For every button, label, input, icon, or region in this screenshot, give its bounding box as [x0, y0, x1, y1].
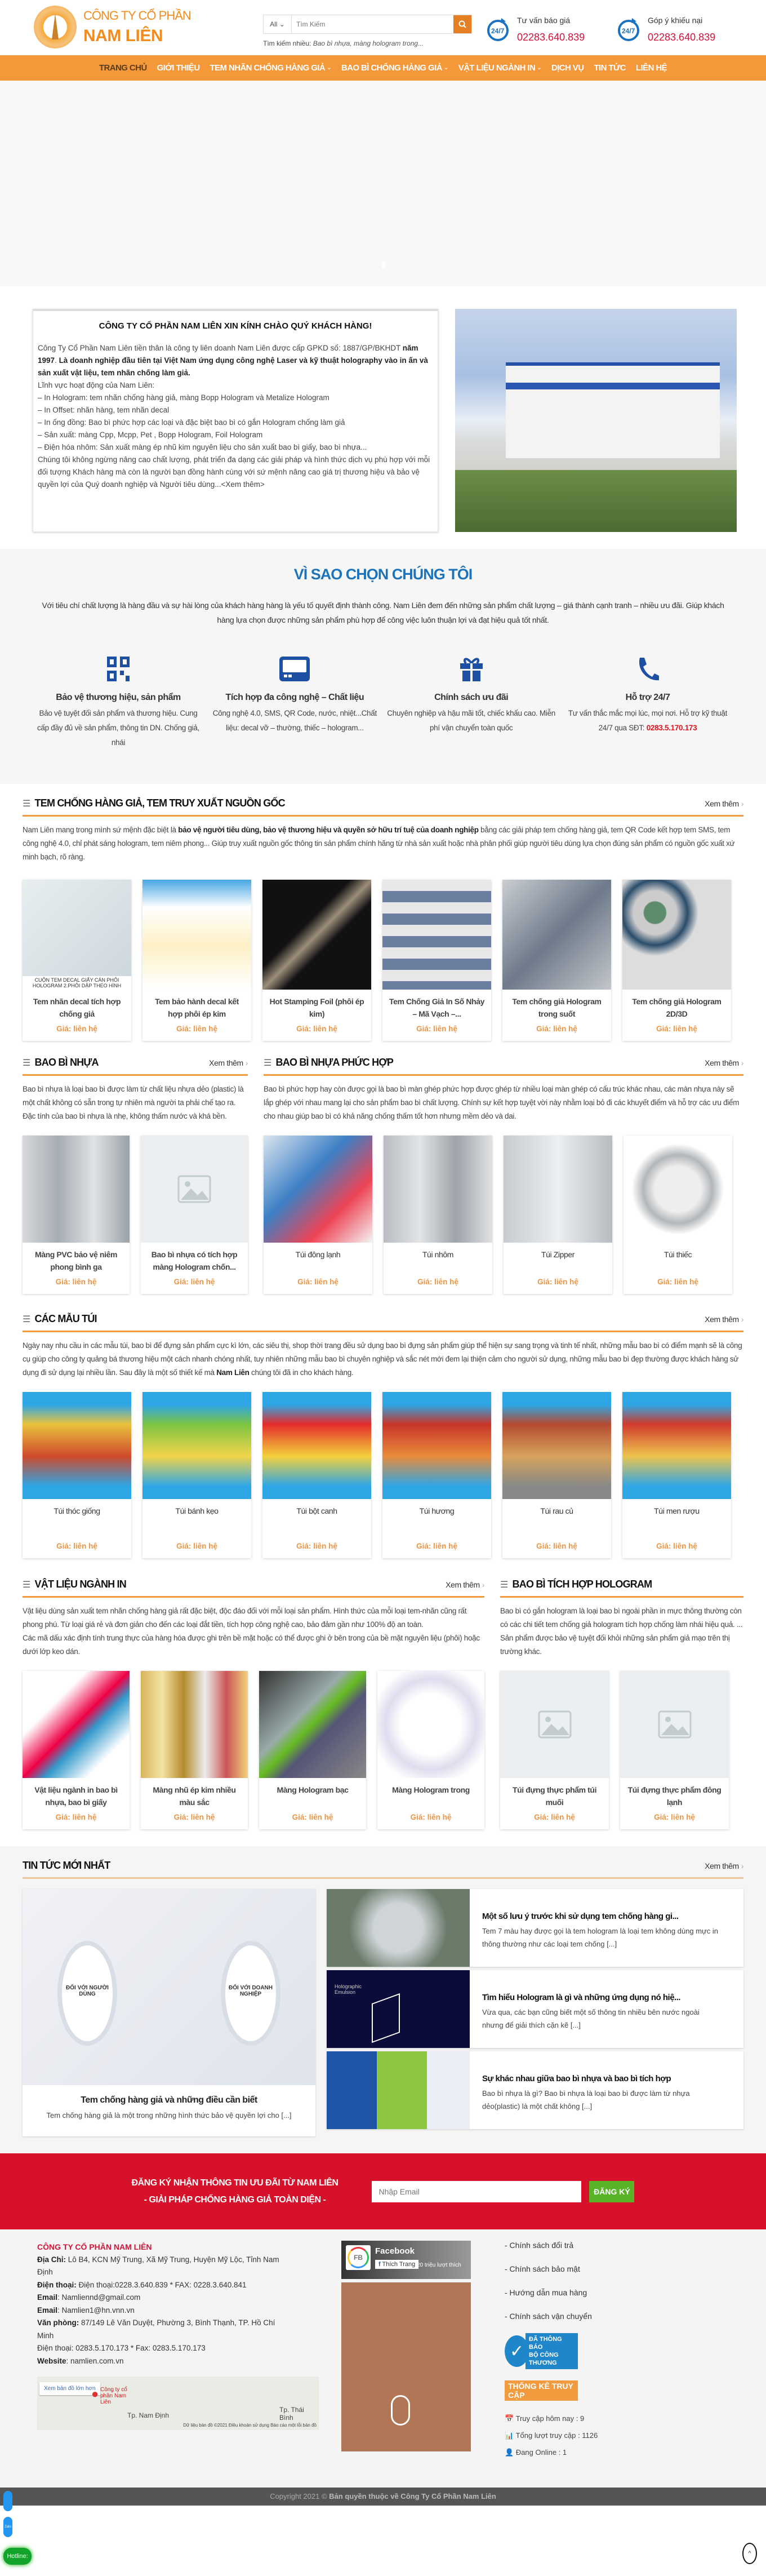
facebook-page-logo: FB	[346, 2245, 371, 2270]
nav-about[interactable]: GIỚI THIỆU	[157, 63, 200, 73]
product-card[interactable]: Túi nhôm Giá: liên hệ	[384, 1136, 492, 1294]
intro-field: – Sản xuất: màng Cpp, Mcpp, Pet , Bopp Hologram, Foil Hologram	[38, 431, 263, 439]
user-icon: 👤	[505, 2448, 514, 2457]
support-247-icon	[616, 16, 641, 44]
nav-news[interactable]: TIN TỨC	[594, 63, 626, 73]
product-card[interactable]: Túi đông lạnh Giá: liên hệ	[264, 1136, 372, 1294]
scroll-to-top-button[interactable]: ^	[742, 2543, 757, 2564]
menu-icon: ☰	[23, 1058, 30, 1068]
product-card[interactable]: Màng Hologram bạc Giá: liên hệ	[259, 1671, 366, 1829]
intro-section	[23, 286, 743, 532]
logo[interactable]	[34, 6, 191, 48]
intro-field: – In Offset: nhãn hàng, tem nhãn decal	[38, 406, 170, 414]
support-247-icon	[486, 16, 510, 44]
product-card[interactable]: Tem bảo hành decal kết hợp phôi ép kim Giá: liên hệ	[142, 880, 251, 1041]
nav-home[interactable]: TRANG CHỦ	[99, 63, 147, 73]
subscribe-button[interactable]: ĐĂNG KÝ	[589, 2181, 634, 2202]
hotline-float-button[interactable]: Hotline:	[3, 2548, 32, 2565]
nav-printing-materials[interactable]: VẬT LIỆU NGÀNH IN ⌄	[458, 63, 541, 73]
latest-news-section: TIN TỨC MỚI NHẤT Xem thêm › ĐỐI VỚI NGƯỜI DÙNG ĐỐI VỚI DOANH NGHIỆP Tem chống hàng giả và những điều cần biết Tem chống hàng giả là một trong những hình thức bảo vệ quyền lợi cho [...] Một số lưu ý trước khi sử dụng tem chống hàng gi... Tem 7 màu hay được gọi là tem hologram là loại tem không dùng mực in thông thường như các loại tem chống [...] Holographic Emulsion Tìm hiểu Hologram là gì và những ứng dụng nó hiệ... Vừa qua, các bạn cũng biết một số thông tin nhiều bên nước ngoài nhưng để giải thích cặn kẽ [...] Sự khác nhau giữa bao bì nhựa và bao bì tích hợp Bao bì nhựa là gì? Bao bì nhựa là loại bao bì được làm từ nhựa dẻo(plastic) là một chất không [...]	[0, 1846, 766, 2153]
gift-icon	[459, 657, 484, 681]
email-link[interactable]: : Namliennd@gmail.com	[57, 2293, 141, 2302]
section-description: Nam Liên mang trong mình sứ mệnh đặc biệt là bảo vệ người tiêu dùng, bảo vệ thương hiệu và quyền sở hữu trí tuệ của doanh nghiệp bằng các giải pháp tem chống hàng giả, tem QR Code kết hợp tem SMS, tem công nghệ 4.0, chỉ phát sáng hologram, tem niêm phong... Giúp truy xuất nguồn gốc thông tin sản phẩm chính hãng từ nhà sản xuất hoặc nhà phân phối giúp người tiêu dùng lựa chọn đúng sản phẩm có nguồn gốc xuất xứ minh bạch, rõ ràng.	[23, 826, 735, 861]
image-placeholder-icon	[177, 1175, 211, 1203]
hotline-quote[interactable]: 24/7 Tư vấn báo giá 02283.640.839	[486, 16, 585, 44]
product-card[interactable]: Túi bánh kẹo Giá: liên hệ	[142, 1392, 251, 1558]
nav-services[interactable]: DỊCH VỤ	[551, 63, 584, 73]
main-nav	[0, 55, 766, 81]
product-card[interactable]: Túi rau củ Giá: liên hệ	[502, 1392, 611, 1558]
feature-support: Hỗ trợ 24/7 Tư vấn thắc mắc mọi lúc, mọi nơi. Hỗ trợ kỹ thuật 24/7 qua SĐT: 0283.5.170.173	[563, 655, 732, 750]
image-placeholder-icon	[538, 1710, 572, 1739]
stats-title: THỐNG KÊ TRUY CẬP	[505, 2380, 578, 2401]
slider-dot[interactable]	[382, 261, 385, 269]
image-placeholder-icon	[658, 1710, 692, 1739]
product-card[interactable]: Hot Stamping Foil (phôi ép kim) Giá: liên hệ	[262, 880, 371, 1041]
view-more-link[interactable]: Xem thêm ›	[446, 1580, 484, 1589]
hotline-float-number[interactable]: 02283.640.839	[5, 2568, 46, 2575]
logo-line1: CÔNG TY CỔ PHẦN	[83, 8, 191, 23]
search-button[interactable]	[453, 15, 471, 33]
why-description: Với tiêu chí chất lượng là hàng đầu và sự hài lòng của khách hàng hàng là yếu tố quyết định thành công. Nam Liên đem đến những sản phẩm chất lượng – giá thành cạnh tranh – nhiều ưu đãi. Giúp khách hàng lựa chọn được những sản phẩm phù hợp để công việc luôn thuận lợi và đạt hiệu quả tốt nhất.	[42, 601, 724, 624]
site-footer	[0, 2229, 766, 2488]
chevron-down-icon: ⌄	[443, 65, 448, 71]
feature-offers: Chính sách ưu đãi Chuyên nghiệp và hậu mãi tốt, chiếc khấu cao. Miễn phí vận chuyển toàn quốc	[387, 655, 556, 750]
product-card[interactable]: CUỘN TEM DECAL GIẤY CÁN PHÔI HOLOGRAM 2.PHÔI DẬP THEO HÌNH Tem nhãn decal tích hợp chống giả Giá: liên hệ	[23, 880, 131, 1041]
news-item[interactable]: Holographic Emulsion Tìm hiểu Hologram là gì và những ứng dụng nó hiệ... Vừa qua, các bạn cũng biết một số thông tin nhiều bên nước ngoài nhưng để giải thích cặn kẽ [...]	[327, 1970, 743, 2048]
product-card[interactable]: Túi bột canh Giá: liên hệ	[262, 1392, 371, 1558]
privacy-policy-link[interactable]: - Chính sách bảo mật	[505, 2264, 580, 2273]
email-link[interactable]: : Namlien1@hn.vnn.vn	[57, 2305, 135, 2315]
product-card[interactable]: Tem chống giả Hologram trong suốt Giá: liên hệ	[502, 880, 611, 1041]
ministry-registered-badge[interactable]: ✓ ĐÃ THÔNG BÁO BỘ CÔNG THƯƠNG	[505, 2335, 578, 2367]
featured-news-title: Tem chống hàng giả và những điều cần biết	[81, 2095, 257, 2105]
device-icon	[279, 657, 310, 681]
shipping-policy-link[interactable]: - Chính sách vận chuyển	[505, 2312, 592, 2321]
materials-sections	[23, 1558, 743, 1829]
product-card[interactable]: Túi hương Giá: liên hệ	[382, 1392, 491, 1558]
qr-code-icon	[107, 657, 130, 681]
section-bag-samples: ☰ CÁC MẪU TÚI Xem thêm › Ngày nay nhu cầu in các mẫu túi, bao bì để đựng sản phẩm cực kì lớn, các siêu thị, shop thời trang đều sử dụng bao bì đựng sản phẩm giúp thể hiện sự sang trọng và tinh tế nhất, những mẫu bao bì có điểm mạnh sẽ là công cụ giúp cho công ty quảng bá thương hiệu một cách nhanh chóng nhất, tuy nhiên những mẫu bao bì chuyên nghiệp và sắc nét mới đem lại thiện cảm cho người sử dụng, những mẫu bao bì đẹp thường được khách hàng sử dụng đi sử dụng lại nhiều lần. Sau đây là một số thiết kế mà Nam Liên chúng tôi đã in cho khách hàng. Túi thóc giống Giá: liên hệ Túi bánh kẹo Giá: liên hệ Túi bột canh Giá: liên hệ Túi hương Giá: liên hệ Túi rau củ Giá: liên hệ Túi men rượu Giá: liên hệ	[23, 1294, 743, 1558]
zalo-button[interactable]: Zalo	[3, 2517, 12, 2537]
chart-icon: 📊	[505, 2431, 514, 2440]
featured-news-card[interactable]: ĐỐI VỚI NGƯỜI DÙNG ĐỐI VỚI DOANH NGHIỆP Tem chống hàng giả và những điều cần biết Tem chống hàng giả là một trong những hình thức bảo vệ quyền lợi cho [...]	[23, 1889, 315, 2136]
menu-icon: ☰	[23, 1314, 30, 1324]
company-info: CÔNG TY CỔ PHẦN NAM LIÊN Địa Chỉ: Lô B4, KCN Mỹ Trung, Xã Mỹ Trung, Huyện Mỹ Lộc, Tỉnh Nam Định Điện thoại: Điện thoại:0228.3.640.839 * FAX: 0228.3.640.841 Email: Namliennd@gmail.com Email: Namlien1@hn.vnn.vn Văn phòng: 87/149 Lê Văn Duyệt, Phường 3, Bình Thạnh, TP. Hồ Chí Minh Điện thoại: 0283.5.170.173 * Fax: 0283.5.170.173 Website: namlien.com.vn	[37, 2242, 279, 2365]
section-plastic-packaging: ☰ BAO BÌ NHỰA Xem thêm › Bao bì nhựa là loại bao bì được làm từ chất liệu nhựa dẻo (plastic) là một chất không có sẵn trong tự nhiên mà người ta phải chế tạo ra. Đặc tính của bao bì nhựa là nhẹ, không thấm nước và khá bền. Màng PVC bảo vệ niêm phong bình ga Giá: liên hệ Bao bì nhựa có tích hợp màng Hologram chốn... Giá: liên hệ	[23, 1057, 248, 1294]
facebook-widget[interactable]: FB Facebook f Thích Trang 20 triệu lượt thích	[341, 2241, 471, 2465]
map-pin-icon: ●	[91, 2387, 99, 2401]
intro-field: – In ống đồng: Bao bì phức hợp các loại và đặc biệt bao bì có gắn Hologram chống làm giả	[38, 418, 345, 427]
nav-anti-counterfeit-labels[interactable]: TEM NHÃN CHỐNG HÀNG GIẢ ⌄	[210, 63, 331, 73]
popular-search-terms[interactable]: Bao bì nhựa, màng hologram trong...	[313, 39, 424, 47]
product-card[interactable]: Tem chống giả Hologram 2D/3D Giá: liên hệ	[622, 880, 731, 1041]
section-printing-materials: ☰ VẬT LIỆU NGÀNH IN Xem thêm › Vật liệu dùng sản xuất tem nhãn chống hàng giả rất đặc biệt, độc đáo đối với mỗi loại sản phẩm. Hình thức của mỗi loại tem-nhãn cũng rất phong phú. Từ loại giá rẻ và đơn giản cho đến các loại đắt tiền, tích hợp công nghệ cao, bảo đảm gần như 100% độ an toàn. Các mã dấu xác định tính trung thực của hàng hóa được ghi trên bề mặt hoặc có thể được ghi ở bên trong của bề mặt nguyên liệu (phôi) hoặc dưới lớp keo dán. Vật liệu ngành in bao bì nhựa, bao bì giấy Giá: liên hệ Màng nhũ ép kim nhiều màu sắc Giá: liên hệ Màng Hologram bạc Giá: liên hệ Màng Hologram trong Giá: liên hệ	[23, 1579, 484, 1829]
visitor-stats: 📅 Truy cập hôm nay : 9 📊 Tổng lượt truy cập : 1126 👤 Đang Online : 1	[505, 2414, 598, 2457]
email-input[interactable]	[372, 2181, 581, 2202]
intro-field: – Điện hóa nhôm: Sản xuất màng ép nhũ kim nguyên liệu cho sản xuất bao bì giấy, bao bì nhựa...	[38, 443, 367, 451]
svg-text:24/7: 24/7	[491, 27, 505, 35]
product-card[interactable]: Túi đựng thực phẩm túi muối Giá: liên hệ	[500, 1671, 609, 1829]
website-link[interactable]: : namlien.com.vn	[66, 2356, 124, 2365]
product-card[interactable]: Màng nhũ ép kim nhiều màu sắc Giá: liên hệ	[141, 1671, 248, 1829]
nav-contact[interactable]: LIÊN HỆ	[636, 63, 667, 73]
search-icon	[458, 20, 466, 28]
feature-brand-protection: Bảo vệ thương hiệu, sản phẩm Bảo vệ tuyệt đối sản phẩm và thương hiệu. Cung cấp đầy đủ về sản phẩm, thông tin DN. Chống giả, nhái	[34, 655, 203, 750]
why-choose-us-section	[0, 549, 766, 784]
intro-text: Công Ty Cổ Phần Nam Liên tiền thân là công ty liên doanh Nam Liên được cấp GPKD số: 1887/GP/BKHDT năm 1997. Là doanh nghiệp đầu tiên tại Việt Nam ứng dụng công nghệ Laser và kỹ thuật holography vào in ấn và sản xuất vật liệu, tem nhãn chống làm giả.	[38, 344, 428, 377]
menu-icon: ☰	[500, 1580, 508, 1590]
popular-searches: Tìm kiếm nhiều: Bao bì nhựa, màng hologram trong...	[263, 39, 424, 47]
hotline-number[interactable]: 02283.640.839	[517, 32, 585, 43]
view-more-link[interactable]: Xem thêm ›	[209, 1058, 248, 1067]
copyright-bar: Copyright 2021 © Bản quyền thuộc về Công Ty Cổ Phần Nam Liên	[0, 2488, 766, 2506]
why-title: VÌ SAO CHỌN CHÚNG TÔI	[293, 566, 473, 583]
product-card[interactable]: Vật liệu ngành in bao bì nhựa, bao bì giấy Giá: liên hệ	[23, 1671, 130, 1829]
intro-read-more-link[interactable]: <Xem thêm>	[221, 480, 265, 489]
factory-photo	[455, 309, 737, 532]
menu-icon: ☰	[23, 799, 30, 809]
product-card[interactable]: Tem Chống Giả In Số Nhảy – Mã Vạch –... Giá: liên hệ	[382, 880, 491, 1041]
newsletter-section: ĐĂNG KÝ NHẬN THÔNG TIN ƯU ĐÃI TỪ NAM LIÊN - GIẢI PHÁP CHỐNG HÀNG GIẢ TOÀN DIỆN - Nhập Email ĐĂNG KÝ	[0, 2153, 766, 2229]
site-header	[0, 0, 766, 55]
intro-field: – In Hologram: tem nhãn chống hàng giả, màng Bopp Hologram và Metalize Hologram	[38, 393, 329, 402]
hero-banner[interactable]	[0, 81, 766, 286]
calendar-icon: 📅	[505, 2414, 514, 2423]
return-policy-link[interactable]: - Chính sách đổi trả	[505, 2241, 574, 2250]
view-more-link[interactable]: Xem thêm ›	[705, 1058, 743, 1067]
view-more-link[interactable]: Xem thêm ›	[705, 1861, 743, 1870]
feature-multi-tech: Tích hợp đa công nghệ – Chất liệu Công nghệ 4.0, SMS, QR Code, nước, nhiệt...Chất liệu: decal vỡ – thường, thiếc – hologram...	[210, 655, 379, 750]
packaging-sections	[23, 1041, 743, 1294]
product-card[interactable]: Túi thiếc Giá: liên hệ	[624, 1136, 732, 1294]
section-composite-packaging: ☰ BAO BÌ NHỰA PHỨC HỢP Xem thêm › Bao bì phức hợp hay còn được gọi là bao bì màn ghép phức hợp được ghép từ nhiều loại màn ghép có cấu trúc khác nhau, các màn nhựa này sẽ lắp ghép với nhau mang lại cho sản phẩm bao bì chất lượng. Chính sự kết hợp tuyệt vời này nhằm loại bỏ đi các khuyết điểm và hỗ trợ các ưu điểm cho nhau giúp bao bì có khả năng chống thấm tốt hơn nhưng mềm dẻo và dai. Túi đông lạnh Giá: liên hệ Túi nhôm Giá: liên hệ Túi Zipper Giá: liên hệ Túi thiếc Giá: liên hệ	[264, 1057, 743, 1294]
logo-line2: NAM LIÊN	[83, 26, 163, 45]
hotline-number[interactable]: 02283.640.839	[648, 32, 716, 43]
product-card[interactable]: Bao bì nhựa có tích hợp màng Hologram chốn... Giá: liên hệ	[141, 1136, 248, 1294]
intro-title: CÔNG TY CỔ PHẦN NAM LIÊN XIN KÍNH CHÀO QUÝ KHÁCH HÀNG!	[99, 321, 372, 331]
chevron-down-icon: ⌄	[327, 65, 331, 71]
google-map[interactable]: Xem bản đồ lớn hơn ● Công ty cổ phần Nam Liên Tp. Nam Định Tp. Thái Bình Dữ liệu bản đồ ©2021 Điều khoản sử dụng Báo cáo một lỗi bản đồ	[37, 2377, 319, 2430]
view-more-link[interactable]: Xem thêm ›	[705, 799, 743, 808]
logo-emblem-icon	[34, 6, 77, 48]
svg-text:24/7: 24/7	[622, 27, 635, 35]
news-item[interactable]: Sự khác nhau giữa bao bì nhựa và bao bì tích hợp Bao bì nhựa là gì? Bao bì nhựa là loại bao bì được làm từ nhựa dẻo(plastic) là một chất không [...]	[327, 2051, 743, 2129]
menu-icon: ☰	[264, 1058, 271, 1068]
product-card[interactable]: Màng Hologram trong Giá: liên hệ	[377, 1671, 484, 1829]
section-anti-counterfeit-labels: ☰ TEM CHỐNG HÀNG GIẢ, TEM TRUY XUẤT NGUỒN GỐC Xem thêm › Nam Liên mang trong mình sứ mệnh đặc biệt là bảo vệ người tiêu dùng, bảo vệ thương hiệu và quyền sở hữu trí tuệ của doanh nghiệp bằng các giải pháp tem chống hàng giả, tem QR Code kết hợp tem SMS, tem công nghệ 4.0, chỉ phát sáng hologram, tem niêm phong... Giúp truy xuất nguồn gốc thông tin sản phẩm chính hãng từ nhà sản xuất hoặc nhà phân phối giúp người tiêu dùng lựa chọn đúng sản phẩm có nguồn gốc xuất xứ minh bạch, rõ ràng. CUỘN TEM DECAL GIẤY CÁN PHÔI HOLOGRAM 2.PHÔI DẬP THEO HÌNH Tem nhãn decal tích hợp chống giả Giá: liên hệ Tem bảo hành decal kết hợp phôi ép kim Giá: liên hệ Hot Stamping Foil (phôi ép kim) Giá: liên hệ Tem Chống Giả In Số Nhảy – Mã Vạch –... Giá: liên hệ Tem chống giả Hologram trong suốt Giá: liên hệ Tem chống giả Hologram 2D/3D Giá: liên hệ	[23, 784, 743, 1041]
chevron-down-icon: ⌄	[537, 65, 541, 71]
section-hologram-packaging: ☰ BAO BÌ TÍCH HỢP HOLOGRAM Bao bì có gắn hologram là loại bao bì ngoài phần in mực thông thường còn có các chi tiết tem chống giả hologram tích hợp chống làm nhái hiệu quả. ... Sản phẩm được bảo vệ tuyệt đối khỏi những sản phẩm giả mạo trên thị trường khác. Túi đựng thực phẩm túi muối Giá: liên hệ Túi đựng thực phẩm đông lạnh Giá: liên hệ	[500, 1579, 743, 1829]
support-phone[interactable]: 0283.5.170.173	[646, 724, 697, 732]
product-card[interactable]: Túi đựng thực phẩm đông lạnh Giá: liên hệ	[620, 1671, 729, 1829]
view-larger-map-link[interactable]: Xem bản đồ lớn hơn	[39, 2382, 100, 2395]
hotline-complaint[interactable]: 24/7 Góp ý khiếu nại 02283.640.839	[616, 16, 715, 44]
product-card[interactable]: Túi thóc giống Giá: liên hệ	[23, 1392, 131, 1558]
intro-box: CÔNG TY CỔ PHẦN NAM LIÊN XIN KÍNH CHÀO QUÝ KHÁCH HÀNG! Công Ty Cổ Phần Nam Liên tiền thân là công ty liên doanh Nam Liên được cấp GPKD số: 1887/GP/BKHDT năm 1997. Là doanh nghiệp đầu tiên tại Việt Nam ứng dụng công nghệ Laser và kỹ thuật holography vào in ấn và sản xuất vật liệu, tem nhãn chống làm giả. Lĩnh vực hoạt động của Nam Liên: – In Hologram: tem nhãn chống hàng giả, màng Bopp Hologram và Metalize Hologram – In Offset: nhãn hàng, tem nhãn decal – In ống đồng: Bao bì phức hợp các loại và đặc biệt bao bì có gắn Hologram chống làm giả – Sản xuất: màng Cpp, Mcpp, Pet , Bopp Hologram, Foil Hologram – Điện hóa nhôm: Sản xuất màng ép nhũ kim nguyên liệu cho sản xuất bao bì giấy, bao bì nhựa... Chúng tôi không ngừng nâng cao chất lượng, phát triển đa dạng các giải pháp và hình thức dịch vụ phù hợp với mỗi đối tượng Khách hàng mà còn là người bạn đồng hành cùng với sứ mệnh nâng cao giá trị thương hiệu và bảo vệ quyền lợi của Quý doanh nghiệp và Người tiêu dùng...<Xem thêm>	[33, 309, 438, 532]
facebook-like-button[interactable]: f Thích Trang	[375, 2260, 418, 2269]
search-category-select[interactable]: All ⌄	[264, 15, 292, 33]
view-more-link[interactable]: Xem thêm ›	[705, 1314, 743, 1324]
phone-icon	[636, 657, 659, 681]
search-input[interactable]	[292, 15, 453, 33]
product-card[interactable]: Túi men rượu Giá: liên hệ	[622, 1392, 731, 1558]
buying-guide-link[interactable]: - Hướng dẫn mua hàng	[505, 2288, 587, 2297]
news-item[interactable]: Một số lưu ý trước khi sử dụng tem chống hàng gi... Tem 7 màu hay được gọi là tem hologram là loại tem không dùng mực in thông thường như các loại tem chống [...]	[327, 1889, 743, 1967]
product-card[interactable]: Màng PVC bảo vệ niêm phong bình ga Giá: liên hệ	[23, 1136, 130, 1294]
messenger-button[interactable]	[3, 2491, 12, 2511]
product-card[interactable]: Túi Zipper Giá: liên hệ	[504, 1136, 612, 1294]
menu-icon: ☰	[23, 1580, 30, 1590]
policy-links	[505, 2241, 651, 2465]
play-icon[interactable]	[391, 2395, 410, 2426]
nav-anti-counterfeit-packaging[interactable]: BAO BÌ CHỐNG HÀNG GIẢ ⌄	[341, 63, 448, 73]
search-bar	[263, 15, 472, 34]
